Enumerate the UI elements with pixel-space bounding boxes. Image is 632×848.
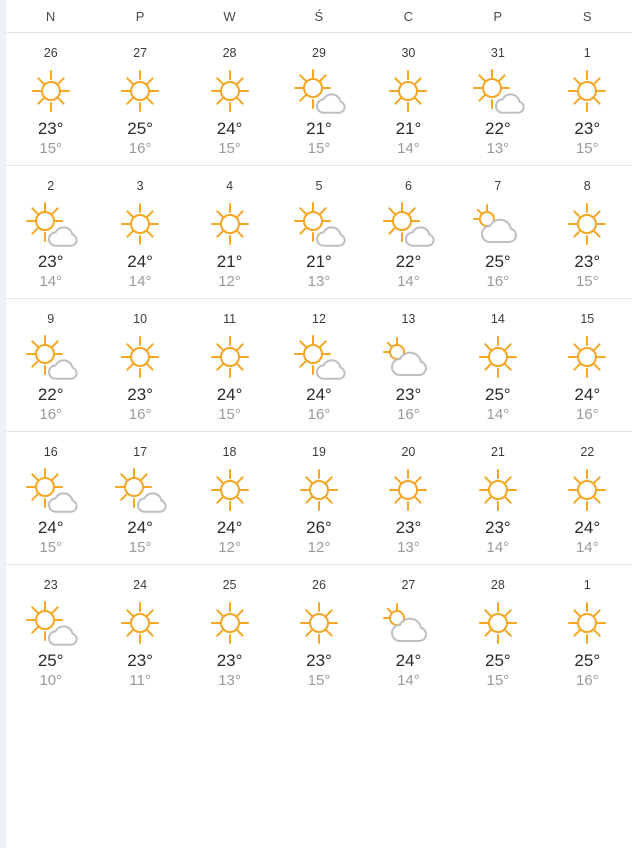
weeks-container: [6, 33, 632, 697]
day-temperatures: [38, 252, 64, 292]
sun-icon: [380, 67, 436, 115]
temp-low: 15°: [128, 539, 152, 556]
day-number: 15: [580, 312, 595, 326]
day-temperatures: [127, 385, 153, 425]
sun-icon: [559, 200, 615, 248]
temp-high: 23°: [395, 385, 422, 404]
day-temperatures: [574, 252, 600, 292]
day-number: 11: [223, 312, 237, 326]
day-number: 14: [490, 312, 505, 326]
day-cell[interactable]: [453, 176, 542, 292]
temp-high: 25°: [484, 252, 511, 271]
day-cell[interactable]: [453, 43, 542, 159]
sun-cloud-icon: [23, 200, 79, 248]
weekday-label-0: N: [45, 8, 56, 24]
day-number: 5: [315, 179, 323, 193]
sun-icon: [112, 599, 168, 647]
temp-high: 23°: [127, 385, 153, 404]
day-number: 31: [490, 46, 505, 60]
day-temperatures: [38, 119, 64, 159]
temp-high: 25°: [37, 651, 64, 670]
day-cell[interactable]: [543, 43, 632, 159]
temp-high: 23°: [574, 252, 601, 271]
sun-cloud-icon: [112, 466, 168, 514]
temp-high: 25°: [127, 119, 153, 138]
day-cell[interactable]: [6, 176, 95, 292]
day-temperatures: [127, 518, 153, 558]
day-number: 28: [222, 46, 237, 60]
day-cell[interactable]: [185, 176, 274, 292]
day-temperatures: [396, 518, 422, 558]
temp-high: 24°: [216, 119, 243, 138]
temp-high: 24°: [127, 518, 153, 537]
temp-high: 23°: [127, 651, 153, 670]
temp-high: 23°: [306, 651, 332, 670]
temp-low: 14°: [39, 273, 63, 290]
cloud-icon: [470, 200, 526, 248]
day-temperatures: [306, 252, 332, 292]
day-number: 7: [494, 179, 502, 193]
day-number: 23: [43, 578, 58, 592]
temp-high: 22°: [395, 252, 422, 271]
week-row: [6, 33, 632, 166]
temp-low: 15°: [39, 140, 63, 157]
day-cell[interactable]: [185, 442, 274, 558]
sun-icon: [23, 67, 79, 115]
sun-cloud-icon: [23, 599, 79, 647]
day-cell[interactable]: [274, 176, 363, 292]
day-cell[interactable]: [364, 176, 453, 292]
temp-high: 23°: [395, 518, 422, 537]
temp-high: 26°: [306, 518, 332, 537]
temp-low: 15°: [575, 273, 599, 290]
weekday-label-2: W: [223, 8, 236, 24]
day-cell[interactable]: [95, 309, 184, 425]
day-temperatures: [574, 119, 600, 159]
temp-low: 14°: [486, 406, 510, 423]
temp-low: 13°: [307, 273, 331, 290]
weekday-header-row: [6, 0, 632, 33]
sun-icon: [112, 67, 168, 115]
day-cell[interactable]: [6, 309, 95, 425]
day-temperatures: [217, 119, 243, 159]
day-number: 27: [401, 578, 416, 592]
day-number: 26: [312, 578, 326, 592]
sun-cloud-icon: [23, 333, 79, 381]
temp-low: 16°: [128, 140, 152, 157]
temp-low: 14°: [397, 273, 420, 290]
day-number: 19: [312, 445, 326, 459]
sun-icon: [112, 333, 168, 381]
temp-low: 14°: [486, 539, 510, 556]
day-number: 26: [43, 46, 58, 60]
day-number: 1: [583, 578, 591, 592]
day-cell[interactable]: [185, 309, 274, 425]
temp-low: 15°: [218, 140, 241, 157]
temp-high: 23°: [574, 119, 601, 138]
temp-low: 13°: [397, 539, 420, 556]
weekday-label-1: P: [135, 8, 145, 24]
day-cell[interactable]: [95, 176, 184, 292]
day-number: 18: [222, 445, 237, 459]
temp-high: 21°: [216, 252, 243, 271]
temp-high: 22°: [484, 119, 511, 138]
day-temperatures: [306, 119, 332, 159]
day-cell[interactable]: [543, 575, 632, 691]
temp-low: 12°: [218, 273, 241, 290]
sun-icon: [202, 466, 258, 514]
cloud-icon: [380, 333, 436, 381]
temp-low: 11°: [129, 672, 151, 689]
temp-low: 16°: [128, 406, 152, 423]
day-cell[interactable]: [453, 442, 542, 558]
temp-high: 22°: [37, 385, 64, 404]
day-temperatures: [306, 651, 332, 691]
week-row: [6, 166, 632, 299]
temp-low: 15°: [218, 406, 241, 423]
day-temperatures: [127, 119, 153, 159]
day-temperatures: [485, 518, 511, 558]
week-row: [6, 299, 632, 432]
day-cell[interactable]: [274, 442, 363, 558]
temp-low: 13°: [218, 672, 241, 689]
week-row: [6, 432, 632, 565]
day-number: 2: [47, 179, 55, 193]
temp-low: 14°: [397, 672, 420, 689]
temp-low: 15°: [39, 539, 63, 556]
day-temperatures: [485, 252, 511, 292]
week-row: [6, 565, 632, 697]
sun-cloud-icon: [291, 333, 347, 381]
temp-high: 21°: [306, 252, 332, 271]
sun-icon: [380, 466, 436, 514]
day-cell[interactable]: [95, 442, 184, 558]
temp-high: 24°: [216, 385, 243, 404]
temp-low: 15°: [307, 672, 331, 689]
temp-low: 13°: [486, 140, 510, 157]
day-cell[interactable]: [6, 575, 95, 691]
day-cell[interactable]: [274, 43, 363, 159]
temp-high: 24°: [306, 385, 332, 404]
day-temperatures: [396, 651, 422, 691]
cloud-icon: [380, 599, 436, 647]
temp-high: 24°: [127, 252, 153, 271]
day-temperatures: [38, 651, 64, 691]
temp-low: 12°: [307, 539, 331, 556]
day-number: 22: [580, 445, 595, 459]
day-cell[interactable]: [453, 309, 542, 425]
sun-icon: [470, 333, 526, 381]
day-number: 16: [43, 445, 58, 459]
temp-high: 25°: [574, 651, 601, 670]
weekday-label-6: S: [582, 8, 592, 24]
sun-cloud-icon: [380, 200, 436, 248]
temp-low: 16°: [486, 273, 510, 290]
sun-icon: [202, 599, 258, 647]
day-number: 20: [401, 445, 416, 459]
day-temperatures: [217, 252, 243, 292]
day-cell[interactable]: [274, 309, 363, 425]
day-number: 25: [222, 578, 237, 592]
sun-cloud-icon: [291, 200, 347, 248]
temp-low: 15°: [575, 140, 599, 157]
temp-low: 14°: [128, 273, 152, 290]
day-temperatures: [38, 518, 64, 558]
sun-icon: [202, 200, 258, 248]
day-cell[interactable]: [543, 309, 632, 425]
weekday-label-5: P: [493, 8, 503, 24]
day-cell[interactable]: [185, 43, 274, 159]
temp-low: 14°: [397, 140, 420, 157]
weekday-label-4: C: [403, 8, 414, 24]
day-cell[interactable]: [6, 43, 95, 159]
day-temperatures: [574, 518, 600, 558]
temp-high: 24°: [574, 385, 601, 404]
day-number: 12: [312, 312, 326, 326]
day-cell[interactable]: [364, 442, 453, 558]
temp-low: 15°: [486, 672, 510, 689]
sun-icon: [470, 466, 526, 514]
day-cell[interactable]: [364, 575, 453, 691]
day-number: 13: [401, 312, 416, 326]
temp-high: 24°: [574, 518, 601, 537]
temp-high: 23°: [37, 119, 64, 138]
sun-cloud-icon: [470, 67, 526, 115]
temp-high: 25°: [484, 651, 511, 670]
day-number: 4: [226, 179, 234, 193]
temp-high: 21°: [306, 119, 332, 138]
temp-low: 16°: [39, 406, 63, 423]
day-temperatures: [306, 518, 332, 558]
temp-low: 16°: [307, 406, 331, 423]
sun-icon: [112, 200, 168, 248]
day-number: 10: [133, 312, 148, 326]
day-number: 8: [583, 179, 591, 193]
day-number: 6: [404, 179, 412, 193]
day-number: 9: [47, 312, 55, 326]
day-cell[interactable]: [6, 442, 95, 558]
day-temperatures: [306, 385, 332, 425]
sun-icon: [559, 67, 615, 115]
day-temperatures: [217, 385, 243, 425]
temp-low: 12°: [218, 539, 241, 556]
temp-low: 14°: [575, 539, 599, 556]
day-number: 28: [490, 578, 505, 592]
day-number: 29: [312, 46, 326, 60]
day-cell[interactable]: [364, 309, 453, 425]
sun-cloud-icon: [23, 466, 79, 514]
day-number: 17: [133, 445, 148, 459]
day-temperatures: [217, 651, 243, 691]
day-temperatures: [396, 385, 422, 425]
sun-icon: [202, 67, 258, 115]
day-cell[interactable]: [95, 43, 184, 159]
temp-low: 15°: [307, 140, 331, 157]
day-temperatures: [38, 385, 64, 425]
day-temperatures: [127, 651, 153, 691]
sun-icon: [559, 466, 615, 514]
sun-icon: [470, 599, 526, 647]
temp-high: 25°: [484, 385, 511, 404]
temp-high: 24°: [37, 518, 64, 537]
temp-high: 23°: [37, 252, 64, 271]
sun-cloud-icon: [291, 67, 347, 115]
day-cell[interactable]: [543, 442, 632, 558]
temp-high: 23°: [216, 651, 243, 670]
day-cell[interactable]: [364, 43, 453, 159]
day-number: 27: [133, 46, 148, 60]
day-temperatures: [127, 252, 153, 292]
sun-icon: [291, 599, 347, 647]
day-cell[interactable]: [185, 575, 274, 691]
day-temperatures: [574, 385, 600, 425]
day-number: 3: [136, 179, 144, 193]
sun-icon: [291, 466, 347, 514]
temp-high: 24°: [216, 518, 243, 537]
day-number: 1: [583, 46, 591, 60]
sun-icon: [559, 599, 615, 647]
temp-high: 24°: [395, 651, 422, 670]
day-number: 30: [401, 46, 416, 60]
day-temperatures: [485, 385, 511, 425]
temp-low: 16°: [575, 672, 599, 689]
day-temperatures: [396, 252, 422, 292]
temp-low: 16°: [575, 406, 599, 423]
temp-low: 16°: [397, 406, 420, 423]
sun-icon: [202, 333, 258, 381]
sun-icon: [559, 333, 615, 381]
day-temperatures: [485, 651, 511, 691]
day-number: 24: [133, 578, 148, 592]
day-temperatures: [485, 119, 511, 159]
day-temperatures: [574, 651, 600, 691]
temp-low: 10°: [39, 672, 63, 689]
day-cell[interactable]: [543, 176, 632, 292]
weekday-label-3: Ś: [314, 8, 324, 24]
temp-high: 21°: [395, 119, 422, 138]
day-temperatures: [396, 119, 422, 159]
day-number: 21: [490, 445, 505, 459]
day-cell[interactable]: [453, 575, 542, 691]
temp-high: 23°: [484, 518, 511, 537]
day-cell[interactable]: [274, 575, 363, 691]
day-cell[interactable]: [95, 575, 184, 691]
day-temperatures: [217, 518, 243, 558]
